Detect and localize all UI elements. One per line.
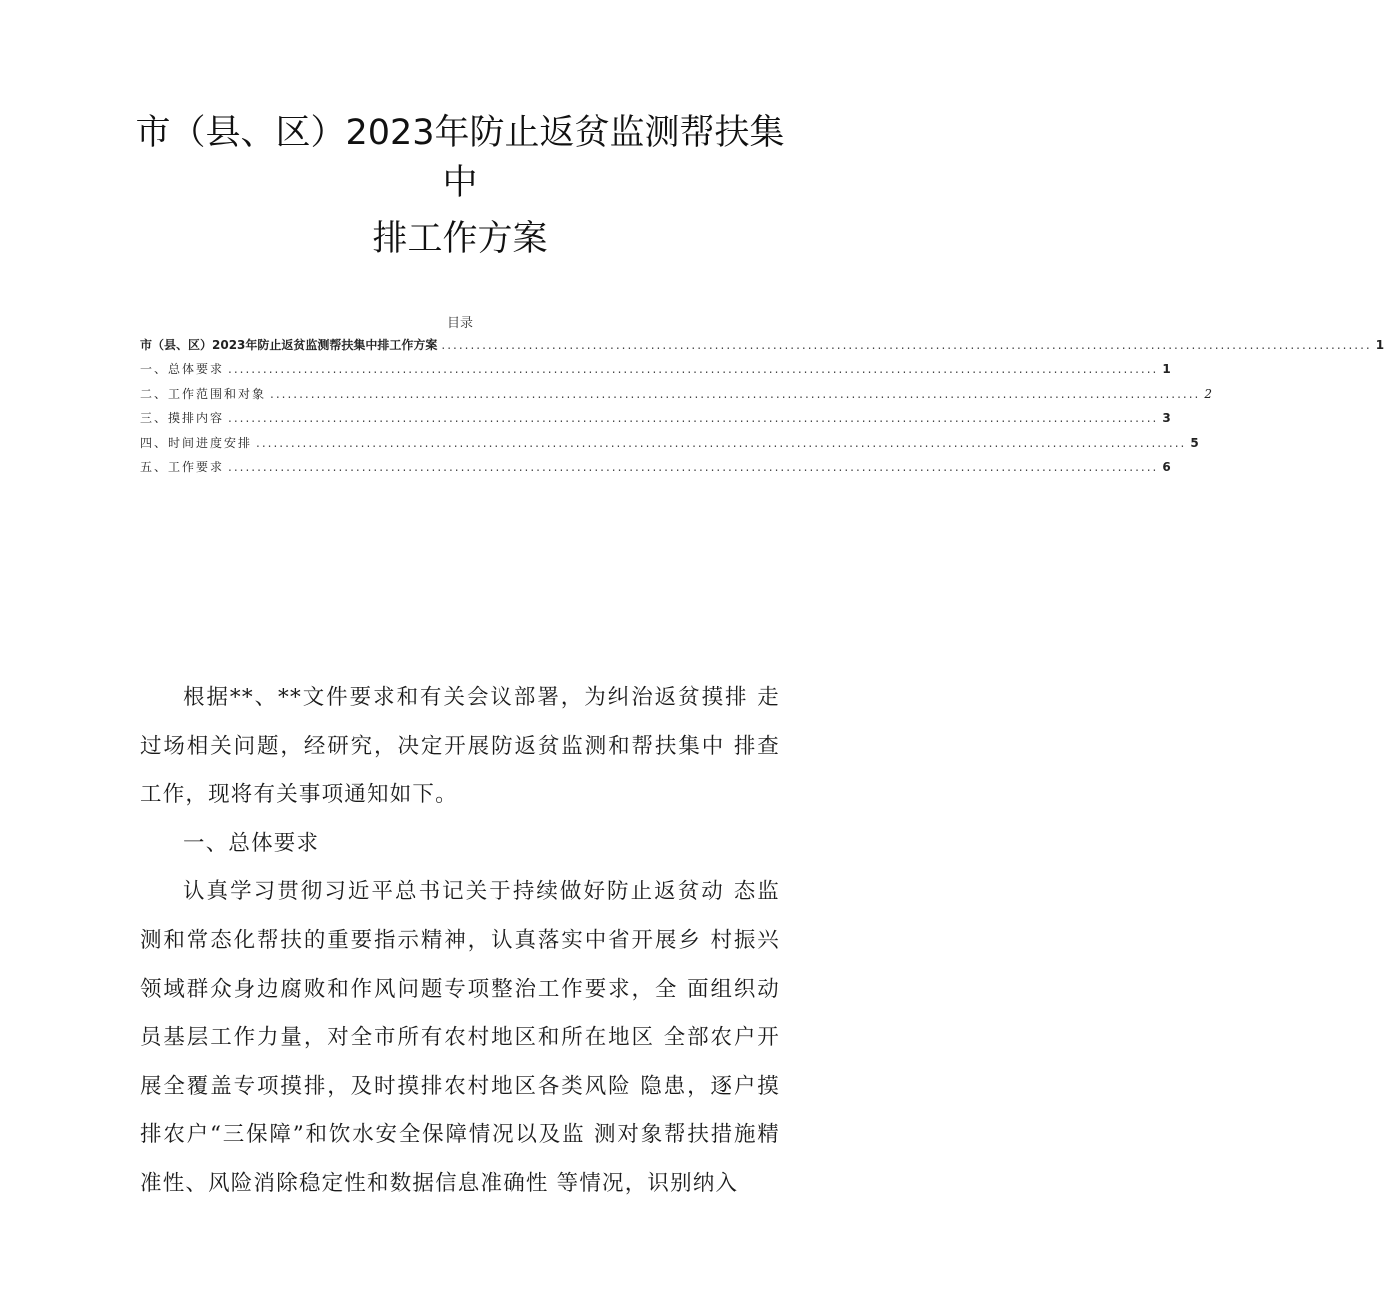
- toc-leader-dots: ................................................................................................................................................................: [441, 338, 1372, 352]
- section-heading: 一、总体要求: [183, 830, 320, 856]
- toc-heading: 目录: [446, 316, 473, 331]
- intro-paragraph: 根据**、**文件要求和有关会议部署，为纠治返贫摸排 走过场相关问题，经研究，决定开展防返贫监测和帮扶集中 排查工作，现将有关事项通知如下。: [140, 685, 780, 808]
- toc-entry-page: 1: [1375, 338, 1384, 352]
- toc-leader-dots: ................................................................................................................................................................: [270, 386, 1201, 401]
- document-title: [130, 108, 790, 264]
- toc-entry-label: 五、工作要求: [140, 459, 225, 474]
- toc-entry-page: 1: [1162, 362, 1171, 377]
- title-line-1: 市（县、区）2023年防止返贫监测帮扶集: [135, 113, 785, 153]
- table-of-contents: [140, 336, 1384, 482]
- toc-entry-page: 2: [1204, 386, 1212, 401]
- toc-entry-label: 二、工作范围和对象: [140, 386, 267, 401]
- toc-entry-page: 6: [1162, 459, 1171, 474]
- toc-entry-page: 5: [1190, 435, 1199, 450]
- toc-leader-dots: ................................................................................................................................................................: [256, 435, 1187, 450]
- toc-entry-page: 3: [1162, 411, 1171, 426]
- toc-entry-label: 三、摸排内容: [140, 411, 225, 426]
- toc-entry[interactable]: [140, 360, 1171, 384]
- toc-entry[interactable]: [140, 409, 1171, 433]
- toc-entry[interactable]: [140, 458, 1171, 482]
- toc-entry-label: 一、总体要求: [140, 362, 225, 377]
- document-body: [140, 674, 780, 1209]
- toc-entry[interactable]: [140, 434, 1199, 458]
- section-paragraph: 认真学习贯彻习近平总书记关于持续做好防止返贫动 态监测和常态化帮扶的重要指示精神，认真落实中省开展乡 村振兴领域群众身边腐败和作风问题专项整治工作要求，全 面组织动员基层工作力量，对全市所有农村地区和所在地区 全部农户开展全覆盖专项摸排，及时摸排农村地区各类风险 隐患，逐户摸排农户“三保障”和饮水安全保障情况以及监 测对象帮扶措施精准性、风险消除稳定性和数据信息准确性 等情况，识别纳入: [140, 879, 780, 1196]
- toc-entry-label: 市（县、区）2023年防止返贫监测帮扶集中排工作方案: [140, 338, 438, 352]
- toc-entry[interactable]: [140, 385, 1212, 409]
- toc-leader-dots: ................................................................................................................................................................: [228, 362, 1159, 377]
- toc-leader-dots: ................................................................................................................................................................: [228, 411, 1159, 426]
- title-line-2: 中: [442, 163, 478, 203]
- toc-entry-label: 四、时间进度安排: [140, 435, 253, 450]
- toc-entry[interactable]: [140, 336, 1384, 360]
- toc-leader-dots: ................................................................................................................................................................: [228, 459, 1159, 474]
- title-line-3: 排工作方案: [372, 219, 548, 259]
